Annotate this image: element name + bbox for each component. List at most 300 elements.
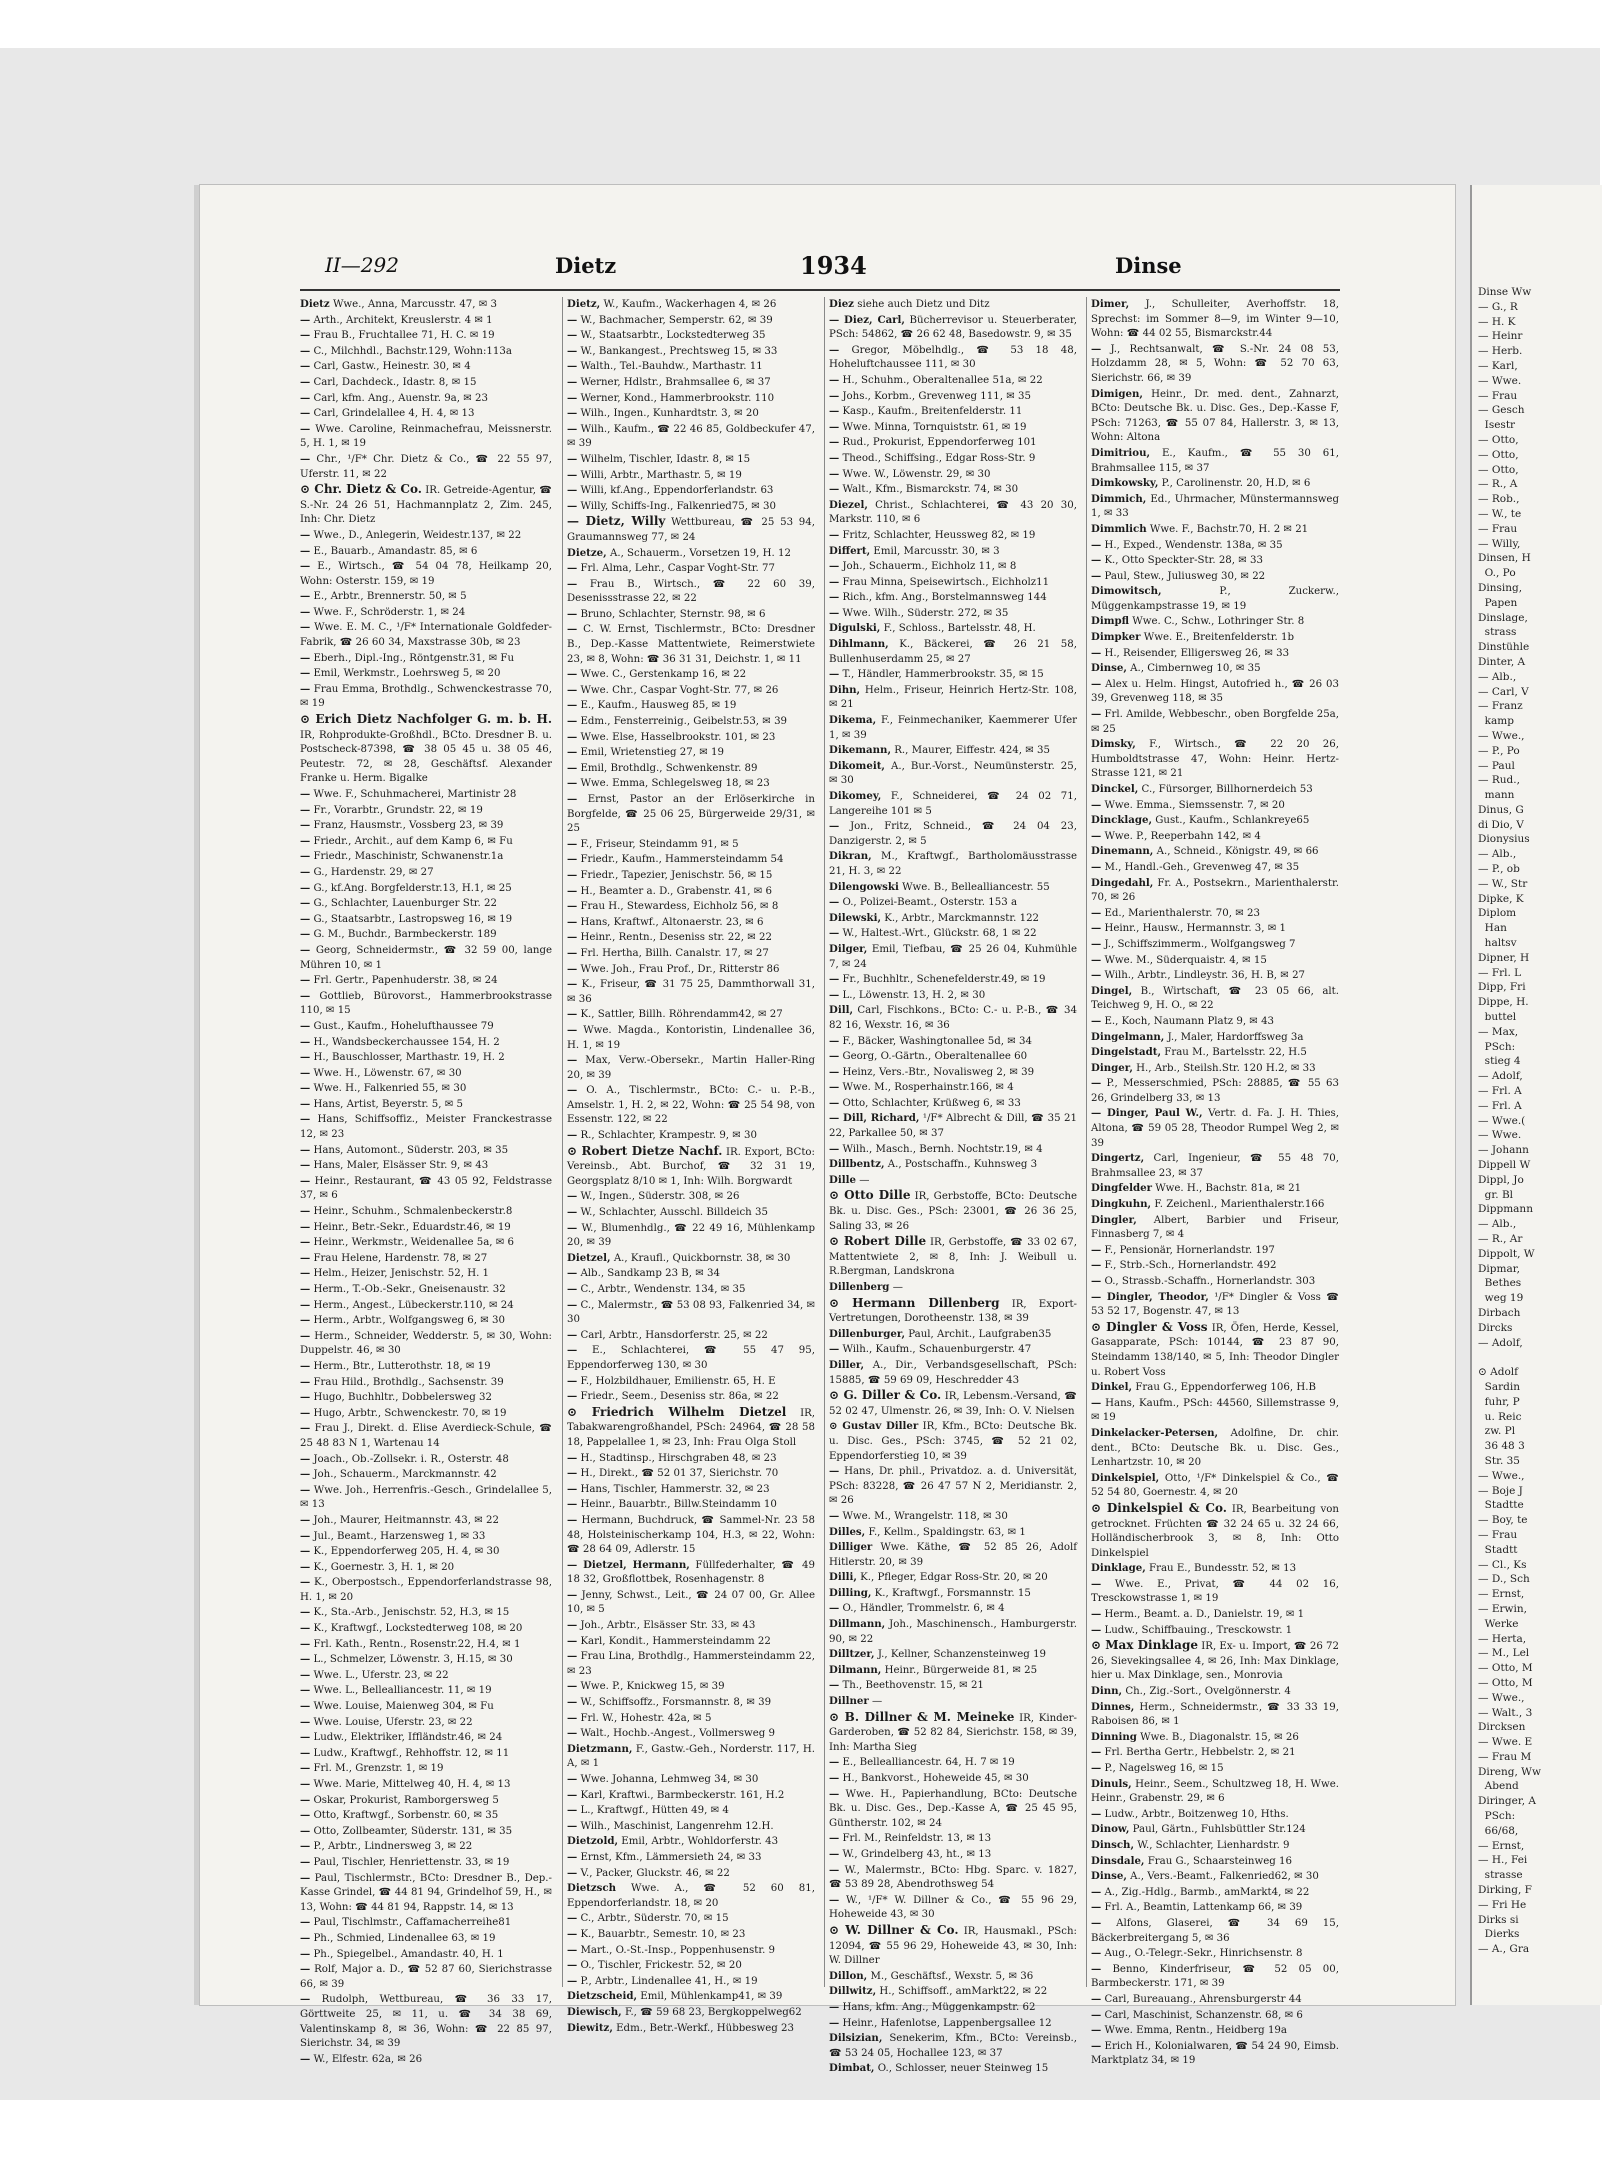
entry-name: —: [567, 313, 578, 326]
entry-text: —: [859, 1174, 870, 1186]
entry-name: —: [1091, 554, 1102, 567]
entry-name: —: [1091, 1962, 1102, 1975]
directory-entry: [300, 1605, 552, 1621]
entry-name: —: [1091, 569, 1102, 582]
entry-text: Frau E., Bundesstr. 52, ✉ 13: [1149, 1563, 1297, 1575]
entry-text: F., Friseur, Steindamm 91, ✉ 5: [580, 838, 739, 850]
entry-text: Hans, Dr. phil., Privatdoz. a. d. Universität, PSch: 83228, ☎ 26 47 57 N 2, Meridianstr. 2, ✉ 26: [829, 1466, 1077, 1507]
directory-entry: [567, 1282, 815, 1298]
entry-text: G. M., Buchdr., Barmbeckerstr. 189: [313, 929, 497, 941]
entry-name: —: [300, 1637, 311, 1650]
entry-name: Dinuls,: [1091, 1777, 1132, 1790]
directory-entry: [829, 1280, 1077, 1296]
directory-entry: [300, 1035, 552, 1051]
directory-entry: [1091, 1151, 1339, 1181]
entry-text: Wwe. M., Süderquaistr. 4, ✉ 15: [1104, 954, 1267, 966]
entry-name: Dimpker: [1091, 631, 1141, 644]
entry-text: Hans, Schiffsoffiz., Meister Franckestrasse 12, ✉ 23: [300, 1114, 552, 1141]
entry-text: Wwe. Johanna, Lehmweg 34, ✉ 30: [580, 1774, 759, 1785]
directory-entry: [567, 667, 815, 683]
directory-entry: [1091, 1962, 1339, 1992]
directory-entry: [829, 1157, 1077, 1173]
directory-entry: [300, 818, 552, 834]
directory-entry: [567, 962, 815, 978]
entry-text: W., Kaufm., Wackerhagen 4, ✉ 26: [603, 299, 777, 310]
entry-name: —: [300, 1035, 311, 1048]
entry-text: IR, Kfm., BCto: Deutsche Bk. u. Disc. Ges., PSch: 3745, ☎ 52 21 02, Eppendorferstieg 10, ✉ 39: [829, 1421, 1077, 1462]
entry-name: —: [567, 946, 578, 959]
entry-name: Diez: [829, 298, 854, 310]
entry-text: E., Bauarb., Amandastr. 85, ✉ 6: [313, 545, 478, 557]
entry-name: —: [567, 452, 578, 465]
entry-text: F., Feinmechaniker, Kaemmerer Ufer 1, ✉ 39: [829, 715, 1077, 741]
entry-text: Senekerim, Kfm., BCto: Vereinsb., ☎ 53 24 05, Hochallee 123, ✉ 37: [829, 2033, 1077, 2059]
directory-entry: [567, 930, 815, 946]
directory-entry: [829, 1049, 1077, 1065]
entry-name: Dinemann,: [1091, 845, 1154, 858]
entry-text: F., Holzbildhauer, Emilienstr. 65, H. E: [580, 1375, 776, 1387]
directory-entry: [829, 819, 1077, 849]
entry-name: —: [567, 1927, 578, 1940]
entry-name: —: [300, 344, 311, 357]
directory-entry: [567, 1482, 815, 1498]
entry-text: Carl, Grindelallee 4, H. 4, ✉ 13: [313, 408, 475, 420]
entry-text: Otto, Schlachter, Krüßweg 6, ✉ 33: [842, 1097, 1021, 1109]
entry-text: O., Strassb.-Schaffn., Hornerlandstr. 303: [1104, 1276, 1316, 1287]
entry-name: Dilsizian,: [829, 2032, 883, 2045]
directory-entry: [300, 422, 552, 452]
entry-name: —: [567, 1467, 578, 1480]
entry-name: —: [567, 375, 578, 388]
column-3: [824, 297, 1078, 2075]
entry-text: K., Bauarbtr., Semestr. 10, ✉ 23: [580, 1928, 746, 1940]
entry-text: Rich., kfm. Ang., Borstelmannsweg 144: [842, 592, 1047, 604]
directory-entry: [829, 1663, 1077, 1679]
directory-entry: [300, 1282, 552, 1298]
entry-text: K., Oberpostsch., Eppendorferlandstrasse 98, H. 1, ✉ 20: [300, 1577, 552, 1603]
directory-entry: [829, 1065, 1077, 1081]
directory-entry: [300, 359, 552, 375]
entry-text: K., Friseur, ☎ 31 75 25, Dammthorwall 31, ✉ 36: [567, 979, 815, 1005]
directory-entry: [1091, 569, 1339, 585]
entry-text: Theod., Schiffsing., Edgar Ross-Str. 9: [842, 452, 1036, 464]
page-header: [200, 253, 1455, 293]
entry-text: Frl. M., Reinfeldstr. 13, ✉ 13: [842, 1833, 992, 1845]
directory-entry: [300, 803, 552, 819]
entry-text: W., Ingen., Süderstr. 308, ✉ 26: [580, 1191, 740, 1203]
entry-name: —: [300, 1545, 311, 1558]
directory-entry: [567, 359, 815, 375]
directory-entry: [1091, 1030, 1339, 1046]
entry-name: —: [567, 1588, 578, 1601]
entry-text: Wilh., Ingen., Kunhardtstr. 3, ✉ 20: [580, 408, 759, 420]
directory-entry: [300, 375, 552, 391]
entry-name: —: [1091, 2039, 1102, 2052]
entry-text: Frl. Alma, Lehr., Caspar Voght-Str. 77: [580, 563, 775, 575]
entry-name: Dingertz,: [1091, 1152, 1145, 1165]
entry-name: —: [567, 900, 578, 913]
entry-text: K., Bäckerei, ☎ 26 21 58, Bullenhuserdamm 25, ✉ 27: [829, 639, 1077, 665]
entry-text: Ernst, Pastor an der Erlöserkirche in Borgfelde, ☎ 25 06 25, Bürgerweide 29/31, ✉ 25: [567, 794, 815, 835]
directory-entry: [567, 1023, 815, 1053]
entry-name: —: [567, 1008, 578, 1021]
entry-text: P., Carolinenstr. 20, H.D, ✉ 6: [1161, 478, 1311, 490]
entry-text: Jul., Beamt., Harzensweg 1, ✉ 33: [313, 1530, 486, 1542]
entry-text: Wwe. B., Diagonalstr. 15, ✉ 26: [1140, 1731, 1299, 1743]
entry-name: ⊙ Robert Dietze Nachf.: [567, 1143, 723, 1158]
entry-name: —: [1091, 1807, 1102, 1820]
entry-name: —: [300, 1082, 311, 1095]
entry-name: Dinsdale,: [1091, 1854, 1145, 1867]
directory-entry: [567, 1881, 815, 1911]
entry-name: —: [300, 912, 311, 925]
entry-text: Herm., Btr., Lutterothstr. 18, ✉ 19: [313, 1360, 491, 1372]
entry-text: Willi, Arbtr., Marthastr. 5, ✉ 19: [580, 469, 742, 481]
entry-text: Oskar, Prokurist, Ramborgersweg 5: [313, 1794, 499, 1806]
directory-entry: [829, 1969, 1077, 1985]
directory-entry: [829, 637, 1077, 667]
entry-name: —: [1091, 1901, 1102, 1914]
entry-text: Rolf, Major a. D., ☎ 52 87 60, Sierichstrasse 66, ✉ 39: [300, 1964, 552, 1990]
entry-text: A., Kraufl., Quickbornstr. 38, ✉ 30: [613, 1252, 791, 1264]
entry-text: Georg, O.-Gärtn., Oberaltenallee 60: [842, 1051, 1028, 1063]
entry-name: —: [300, 1359, 311, 1372]
header-right-keyword: Dinse: [1115, 253, 1182, 278]
entry-text: Heinr., Hafenlotse, Lappenbergsallee 12: [842, 2017, 1052, 2029]
directory-entry: [1091, 661, 1339, 677]
entry-name: — Dingler, Theodor,: [1091, 1290, 1209, 1303]
entry-name: Dinsch,: [1091, 1838, 1135, 1851]
directory-entry: [567, 1819, 815, 1835]
entry-name: —: [300, 1314, 311, 1327]
directory-entry: [829, 911, 1077, 927]
directory-entry: [300, 1715, 552, 1731]
entry-name: —: [829, 467, 840, 480]
directory-entry: [567, 1911, 815, 1927]
entry-text: K., Kraftwgf., Forsmannstr. 15: [874, 1587, 1031, 1599]
directory-entry: [829, 1601, 1077, 1617]
directory-entry: [1091, 1396, 1339, 1426]
entry-text: J., Kellner, Schanzensteinweg 19: [877, 1649, 1047, 1661]
directory-entry: [567, 745, 815, 761]
entry-text: Wilh., Kaufm., ☎ 22 46 85, Goldbeckufer 47, ✉ 39: [567, 423, 815, 450]
entry-name: —: [567, 1943, 578, 1956]
entry-name: —: [300, 1329, 311, 1342]
entry-name: —: [300, 452, 311, 465]
directory-entry: [300, 1359, 552, 1375]
directory-entry: [567, 1405, 815, 1451]
entry-text: K., Arbtr., Marckmannstr. 122: [884, 912, 1040, 924]
entry-name: —: [300, 788, 311, 800]
directory-entry: [300, 1174, 552, 1204]
directory-entry: [567, 1772, 815, 1788]
entry-name: —: [300, 1824, 311, 1837]
entry-name: —: [567, 1773, 578, 1785]
entry-name: —: [300, 974, 311, 987]
directory-entry: [567, 1007, 815, 1023]
entry-name: Dikomey,: [829, 790, 882, 802]
entry-name: —: [300, 1700, 311, 1713]
entry-name: —: [1091, 708, 1102, 721]
directory-entry: [300, 834, 552, 850]
directory-entry: [300, 1947, 552, 1963]
directory-entry: [567, 792, 815, 837]
entry-name: —: [1091, 1577, 1102, 1590]
directory-entry: [829, 1984, 1077, 2000]
entry-name: —: [567, 1023, 578, 1036]
directory-entry: [1091, 2039, 1339, 2069]
entry-name: —: [829, 1863, 840, 1876]
directory-entry: [300, 344, 552, 360]
entry-text: F., Pensionär, Hornerlandstr. 197: [1104, 1244, 1275, 1256]
entry-name: —: [1091, 2008, 1102, 2021]
directory-entry: [829, 988, 1077, 1004]
entry-text: F., Bäcker, Washingtonallee 5d, ✉ 34: [842, 1035, 1033, 1047]
entry-text: H., Bauschlosser, Marthastr. 19, H. 2: [313, 1052, 505, 1064]
entry-name: —: [567, 407, 578, 420]
directory-entry: [567, 375, 815, 391]
entry-name: —: [300, 1298, 311, 1311]
directory-entry: [300, 1575, 552, 1605]
directory-entry: [829, 713, 1077, 743]
entry-name: —: [300, 1174, 311, 1187]
directory-entry: [1091, 953, 1339, 969]
directory-entry: [567, 328, 815, 344]
entry-text: Wilh., Arbtr., Lindleystr. 36, H. B, ✉ 27: [1104, 970, 1306, 982]
entry-text: Mart., O.-St.-Insp., Poppenhusenstr. 9: [580, 1944, 776, 1956]
directory-entry: [567, 1343, 815, 1373]
directory-entry: [300, 1112, 552, 1142]
entry-name: —: [300, 1931, 311, 1944]
entry-text: Frau Emma, Brothdlg., Schwenckestrasse 70, ✉ 19: [300, 683, 552, 710]
entry-name: —: [567, 915, 578, 928]
directory-entry: [829, 1570, 1077, 1586]
directory-entry: [1091, 737, 1339, 782]
entry-name: —: [300, 313, 311, 326]
entry-name: —: [300, 360, 311, 373]
entry-name: —: [829, 560, 840, 573]
entry-name: —: [567, 468, 578, 481]
entry-text: Wwe. H., Falkenried 55, ✉ 30: [313, 1083, 467, 1095]
directory-entry: [829, 1831, 1077, 1847]
entry-name: Dikema,: [829, 714, 877, 727]
entry-name: —: [1091, 1623, 1102, 1636]
entry-name: —: [567, 793, 578, 805]
entry-text: F., Strb.-Sch., Hornerlandstr. 492: [1104, 1260, 1277, 1272]
directory-entry: [567, 714, 815, 730]
directory-entry: [1091, 1320, 1339, 1380]
directory-entry: [300, 1730, 552, 1746]
directory-entry: [567, 2021, 815, 2037]
entry-text: C., Fürsorger, Billhornerdeich 53: [1141, 784, 1313, 795]
directory-entry: [567, 1128, 815, 1144]
entry-name: —: [567, 853, 578, 866]
entry-name: —: [300, 1159, 311, 1172]
entry-text: Friedr., Maschinistr, Schwanenstr.1a: [313, 851, 504, 863]
directory-entry: [567, 1144, 815, 1190]
entry-text: F. Zeichenl., Marienthalerstr.166: [1154, 1199, 1325, 1211]
directory-entry: [567, 1558, 815, 1588]
directory-entry: [567, 1989, 815, 2005]
entry-text: Hans, Tischler, Hammerstr. 32, ✉ 23: [580, 1483, 770, 1495]
directory-entry: [300, 1839, 552, 1855]
entry-text: Friedr., Archit., auf dem Kamp 6, ✉ Fu: [313, 835, 513, 847]
entry-name: —: [567, 1850, 578, 1863]
directory-entry: [567, 1850, 815, 1866]
entry-name: —: [1091, 1077, 1102, 1090]
entry-name: —: [300, 1809, 311, 1822]
entry-name: —: [829, 436, 840, 449]
directory-entry: [1091, 630, 1339, 646]
directory-entry: [829, 2061, 1077, 2077]
entry-name: —: [300, 2052, 311, 2065]
entry-text: Joh., Arbtr., Elsässer Str. 33, ✉ 43: [580, 1620, 756, 1632]
entry-text: Walt., Hochb.-Angest., Vollmersweg 9: [580, 1728, 776, 1740]
entry-text: Arth., Architekt, Kreuslerstr. 4 ✉ 1: [313, 314, 493, 326]
entry-text: Emil, Wrietenstieg 27, ✉ 19: [580, 747, 724, 759]
entry-name: —: [567, 1959, 578, 1972]
entry-name: —: [567, 699, 578, 712]
entry-text: Alfons, Glaserei, ☎ 34 69 15, Bäckerbreitergang 5, ✉ 36: [1091, 1917, 1339, 1944]
entry-name: —: [567, 1650, 578, 1663]
entry-text: Jon., Fritz, Schneid., ☎ 24 04 23, Danzigerstr. 2, ✉ 5: [829, 821, 1077, 847]
entry-text: O., Schlosser, neuer Steinweg 15: [877, 2063, 1049, 2075]
directory-entry: [829, 789, 1077, 819]
entry-text: G., Schlachter, Lauenburger Str. 22: [313, 898, 497, 910]
entry-name: —: [300, 560, 311, 573]
entry-text: Gottlieb, Bürovorst., Hammerbrookstrasse 110, ✉ 15: [300, 990, 552, 1017]
entry-text: Wwe. Magda., Kontoristin, Lindenallee 36, H. 1, ✉ 19: [567, 1024, 815, 1051]
directory-entry: [829, 451, 1077, 467]
entry-text: M., Geschäftsf., Wexstr. 5, ✉ 36: [870, 1970, 1034, 1982]
entry-text: A., Schneid., Königstr. 49, ✉ 66: [1156, 846, 1319, 858]
entry-name: Dimpfl: [1091, 615, 1130, 628]
entry-name: —: [829, 1509, 840, 1522]
entry-text: E., Bellealliancestr. 64, H. 7 ✉ 19: [842, 1757, 1015, 1769]
entry-name: —: [1091, 953, 1102, 966]
entry-text: A., Zig.-Hdlg., Barmb., amMarkt4, ✉ 22: [1104, 1886, 1310, 1898]
entry-name: —: [1091, 1243, 1102, 1256]
directory-entry: [1091, 984, 1339, 1014]
directory-entry: [829, 2016, 1077, 2032]
entry-name: —: [567, 1344, 578, 1357]
entry-text: Frau J., Direkt. d. Elise Averdieck-Schule, ☎ 25 48 83 N 1, Wartenau 14: [300, 1423, 552, 1449]
directory-entry: [829, 1586, 1077, 1602]
entry-text: Paul, Stew., Juliusweg 30, ✉ 22: [1104, 570, 1266, 582]
entry-text: E., Arbtr., Brennerstr. 50, ✉ 5: [313, 591, 467, 603]
directory-entry: [567, 561, 815, 577]
entry-name: —: [567, 715, 578, 728]
entry-name: Dihn,: [829, 683, 861, 696]
directory-entry: [300, 682, 552, 712]
directory-entry: [829, 575, 1077, 591]
entry-name: —: [567, 1328, 578, 1341]
directory-entry: [300, 849, 552, 865]
entry-name: —: [1091, 1275, 1102, 1287]
entry-text: Wwe. Chr., Caspar Voght-Str. 77, ✉ 26: [580, 684, 779, 696]
entry-name: —: [567, 777, 578, 790]
entry-name: —: [567, 837, 578, 850]
directory-entry: [1091, 1258, 1339, 1274]
entry-name: Dietz,: [567, 298, 601, 310]
entry-name: —: [829, 988, 840, 1001]
entry-name: —: [567, 683, 578, 696]
entry-text: Wwe. C., Schw., Lothringer Str. 8: [1132, 616, 1305, 628]
entry-text: E., Kaufm., Hausweg 85, ✉ 19: [580, 700, 737, 712]
directory-entry: [1091, 829, 1339, 845]
entry-text: W., Malermstr., BCto: Hbg. Sparc. v. 1827, ☎ 53 89 28, Abendrothsweg 54: [829, 1864, 1077, 1891]
directory-entry: [300, 787, 552, 803]
entry-text: Wwe., D., Anlegerin, Weidestr.137, ✉ 22: [313, 529, 522, 541]
page-number: II—292: [325, 253, 399, 277]
entry-text: Emil, Mühlenkamp41, ✉ 39: [640, 1991, 783, 2003]
entry-text: IR. Getreide-Agentur, ☎ S.-Nr. 24 26 51, Hachmannplatz 2, Zim. 245, Inh: Chr. Dietz: [300, 485, 552, 526]
entry-name: —: [567, 1634, 578, 1647]
entry-text: F., Wirtsch., ☎ 22 20 26, Humboldtstrasse 47, Wohn: Heinr. Hertz-Strasse 121, ✉ 21: [1091, 739, 1339, 780]
entry-text: Th., Beethovenstr. 15, ✉ 21: [842, 1680, 984, 1692]
entry-name: —: [829, 451, 840, 464]
next-page-edge: [1470, 185, 1602, 2005]
directory-entry: [300, 1266, 552, 1282]
entry-text: Hans, Kaufm., PSch: 44560, Sillemstrasse 9, ✉ 19: [1091, 1397, 1339, 1424]
entry-text: Wwe. F., Bachstr.70, H. 2 ✉ 21: [1149, 523, 1309, 535]
directory-entry: [1091, 1243, 1339, 1259]
entry-name: Dillbentz,: [829, 1158, 885, 1171]
entry-name: —: [300, 1220, 311, 1233]
directory-entry: [300, 528, 552, 544]
entry-name: Dillenburger,: [829, 1327, 906, 1340]
entry-text: Carl, Gastw., Heinestr. 30, ✉ 4: [313, 361, 471, 373]
entry-name: —: [567, 1084, 578, 1097]
bottom-margin: [0, 2100, 1600, 2177]
entry-name: Dingelstadt,: [1091, 1046, 1162, 1059]
entry-name: Dihlmann,: [829, 638, 889, 651]
entry-text: IR, Öfen, Herde, Kessel, Gasapparate, PSch: 10144, ☎ 23 87 90, Steindamm 138/140, ✉ 5, Inh: Theodor Dingler u. Robert Voss: [1091, 1322, 1339, 1378]
entry-name: Dilewski,: [829, 911, 882, 924]
entry-name: —: [829, 896, 840, 909]
entry-name: —: [567, 746, 578, 759]
entry-text: Frl. Hertha, Billh. Canalstr. 17, ✉ 27: [580, 947, 769, 959]
entry-text: Wwe. Joh., Herrenfris.-Gesch., Grindelallee 5, ✉ 13: [300, 1484, 553, 1511]
entry-text: L., Löwenstr. 13, H. 2, ✉ 30: [842, 989, 986, 1001]
entry-text: Karl, Kondit., Hammersteindamm 22: [580, 1635, 771, 1647]
directory-entry: [300, 1544, 552, 1560]
entry-text: H., Stadtinsp., Hirschgraben 48, ✉ 23: [580, 1452, 777, 1464]
entry-text: Wilh., Masch., Bernh. Nochtstr.19, ✉ 4: [842, 1143, 1043, 1155]
entry-text: W., Staatsarbtr., Lockstedterweg 35: [580, 330, 766, 342]
entry-name: Dietzold,: [567, 1835, 619, 1848]
directory-entry: [829, 1771, 1077, 1787]
entry-text: Rud., Prokurist, Eppendorferweg 101: [842, 437, 1037, 449]
directory-entry: [300, 391, 552, 407]
entry-name: —: [567, 1451, 578, 1464]
entry-name: —: [300, 1452, 311, 1465]
entry-name: —: [829, 973, 840, 986]
directory-entry: [1091, 1290, 1339, 1320]
entry-name: —: [567, 484, 578, 497]
entry-text: Frl. A., Beamtin, Lattenkamp 66, ✉ 39: [1104, 1902, 1303, 1914]
directory-entry: [567, 1866, 815, 1882]
entry-name: —: [300, 1283, 311, 1295]
entry-text: Werner, Kond., Hammerbrookstr. 110: [580, 392, 775, 404]
directory-entry: [567, 546, 815, 562]
next-page-stub-text: Dinse Ww — G., R — H. K — Heinr — Herb. — Karl, — Wwe. — Frau — Gesch Isestr — Otto, — Otto, — Otto, — R., A — Rob., — W., te — Frau — Willy, Dinsen, H O., Po Dinsing, Papen Dinslage, strass Dinstühle Dinter, A — Alb., — Carl, V — Franz kamp — Wwe., — P., Po — Paul — Rud., mann Dinus, G di Dio, V Dionysius — Alb., — P., ob — W., Str Dipke, K Diplom Han haltsv Dipner, H — Frl. L Dipp, Fri Dippe, H. buttel — Max, PSch: stieg 4 — Adolf, — Frl. A — Frl. A — Wwe.( — Wwe. — Johann Dippell W Dippl, Jo gr. Bl Dippmann — Alb., — R., Ar Dippolt, W Dipmar, Bethes weg 19 Dirbach Dircks — Adolf, ⊙ Adolf Sardin fuhr, P u. Reic zw. Pl 36 48 3 Str. 35 — Wwe., — Boje J Stadtte — Boy, te — Frau Stadtt — Cl., Ks — D., Sch — Ernst, — Erwin, Werke — Herta, — M., Lel — Otto, M — Otto, M — Wwe., — Walt., 3 Dircksen — Wwe. E — Frau M Direng, Ww Abend Diringer, A PSch: 66/68, — Ernst, — H., Fei strasse Dirking, F — Fri He Dirks si Dierks — A., Gra: [1478, 286, 1541, 1956]
entry-name: Dimsky,: [1091, 738, 1136, 751]
directory-entry: [829, 942, 1077, 972]
entry-text: Willi, kf.Ang., Eppendorferlandstr. 63: [580, 485, 774, 497]
entry-text: IR, Gerbstoffe, ☎ 33 02 67, Mattentwiete 2, ✉ 8, Inh: J. Weibull u. R.Bergman, Landskrona: [829, 1237, 1077, 1278]
entry-text: Jenny, Schwst., Leit., ☎ 24 07 00, Gr. Allee 10, ✉ 5: [567, 1589, 815, 1616]
